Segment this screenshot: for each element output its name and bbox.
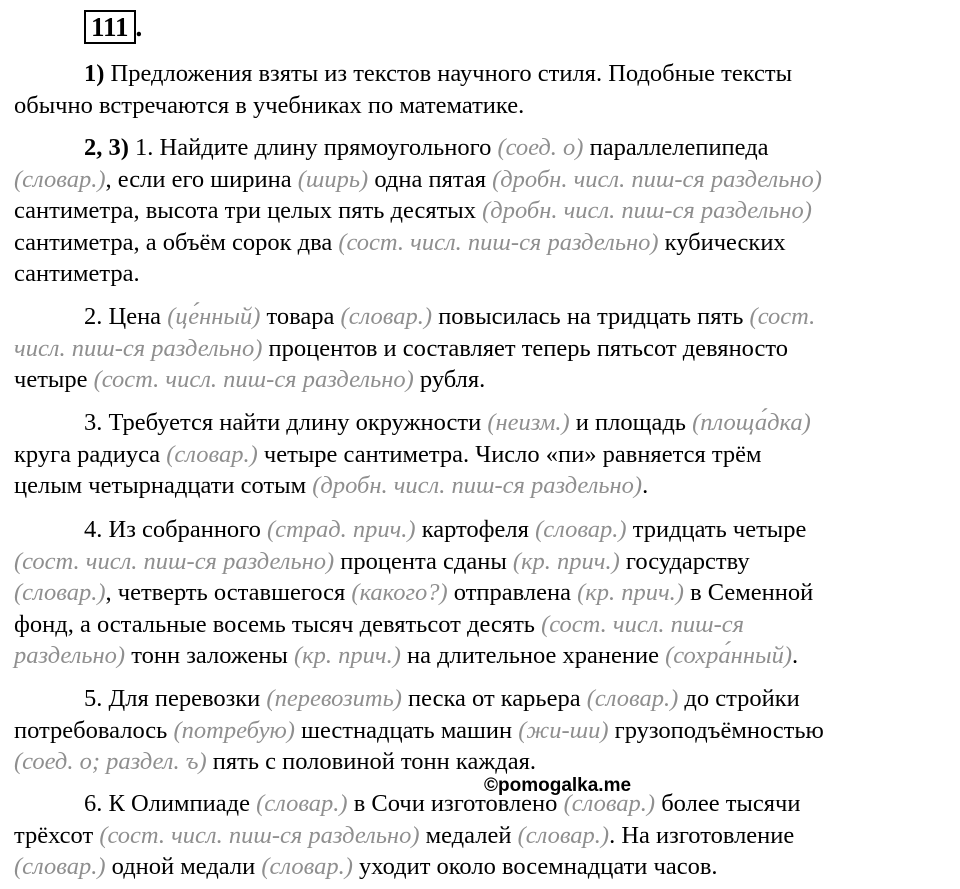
grammar-note: (словар.): [256, 790, 348, 817]
text-segment: тридцать четыре: [626, 516, 807, 543]
grammar-note: (кр. прич.): [512, 547, 620, 575]
text-segment: сантиметра, а объём сорок два: [14, 228, 339, 256]
exercise-number-dot: .: [135, 12, 143, 42]
text-segment: .: [792, 642, 799, 669]
exercise-number-box: 111: [84, 10, 136, 44]
text-line: [14, 90, 939, 122]
grammar-note: числ. пиш-ся раздельно): [14, 334, 263, 362]
text-line: [14, 820, 939, 852]
text-line: [14, 364, 939, 396]
grammar-note: (соед. о): [497, 134, 584, 161]
text-line: [14, 132, 939, 164]
grammar-note: (словар.): [261, 853, 353, 880]
text-segment: параллелепипеда: [583, 134, 769, 161]
grammar-note: (какого?): [351, 579, 448, 606]
watermark: ©pomogalka.me: [484, 775, 632, 796]
text-segment: сантиметра.: [14, 260, 140, 287]
paragraph-1: [14, 58, 939, 121]
text-line: [14, 195, 939, 227]
grammar-note: (словар.): [14, 853, 106, 880]
grammar-note: (словар.): [535, 516, 627, 543]
grammar-note: (жи-ши): [518, 716, 609, 744]
grammar-note: (сост. числ. пиш-ся: [541, 610, 745, 638]
text-segment: товара: [260, 303, 341, 330]
text-line: [14, 470, 939, 502]
text-line: [14, 258, 939, 290]
text-segment: потребовалось: [14, 716, 174, 744]
paragraph-3: [14, 301, 939, 396]
text-line: [14, 851, 939, 883]
text-segment: обычно встречаются в учебниках по математике.: [14, 91, 525, 119]
text-segment: грузоподъёмностью: [608, 716, 824, 744]
grammar-note: (ширь): [297, 165, 369, 193]
text-segment: , четверть оставшегося: [105, 579, 352, 606]
text-segment: одна пятая: [368, 165, 493, 193]
grammar-note: (словар.): [517, 821, 610, 849]
text-segment: кубических: [658, 228, 786, 256]
text-segment: государству: [619, 547, 750, 575]
text-line: [14, 514, 939, 546]
text-segment: фонд, а остальные восемь тысяч девятьсот десять: [14, 610, 542, 638]
text-segment: сантиметра, высота три целых пять десятых: [14, 197, 483, 224]
text-segment: круга радиуса: [14, 440, 167, 468]
grammar-note: (кр. прич.): [577, 579, 684, 606]
text-segment: отправлена: [447, 579, 578, 606]
grammar-note: (дробн. числ. пиш-ся раздельно): [312, 472, 643, 499]
grammar-note: раздельно): [14, 642, 126, 669]
text-line: [14, 439, 939, 471]
text-segment: пять с половиной тонн каждая.: [206, 748, 536, 775]
item-number: 2, 3): [84, 134, 129, 161]
paragraph-2: [14, 132, 939, 290]
text-segment: 1. Найдите длину прямоугольного: [128, 134, 498, 161]
paragraph-6: [14, 683, 939, 778]
text-segment: медалей: [419, 821, 518, 849]
grammar-note: (неизм.): [487, 409, 570, 436]
grammar-note: (сост. числ. пиш-ся раздельно): [93, 366, 414, 393]
text-segment: на длительное хранение: [400, 642, 666, 669]
text-line: [14, 164, 939, 196]
grammar-note: (страд. прич.): [267, 516, 416, 543]
text-line: [14, 227, 939, 259]
text-line: [14, 788, 939, 820]
text-segment: целым четырнадцати сотым: [14, 472, 313, 499]
text-segment: песка от карьера: [401, 685, 587, 712]
text-segment: повысилась на тридцать пять: [432, 303, 750, 330]
grammar-note: (площа́дка): [692, 409, 811, 436]
grammar-note: (дробн. числ. пиш-ся раздельно): [482, 197, 812, 224]
text-line: [14, 683, 939, 715]
text-segment: тонн заложены: [125, 642, 295, 669]
grammar-note: (дробн. числ. пиш-ся раздельно): [492, 165, 822, 193]
grammar-note: (словар.): [340, 303, 433, 330]
grammar-note: (це́нный): [167, 303, 261, 330]
grammar-note: (сост. числ. пиш-ся раздельно): [14, 547, 335, 575]
text-segment: 4. Из собранного: [84, 516, 267, 543]
paragraph-7: [14, 788, 939, 883]
text-segment: в Сочи изготовлено: [347, 790, 564, 817]
grammar-note: (словар.): [166, 440, 258, 468]
grammar-note: (словар.): [14, 579, 106, 606]
text-line: [14, 640, 939, 672]
text-segment: 3. Требуется найти длину окружности: [84, 409, 488, 436]
text-segment: шестнадцать машин: [294, 716, 519, 744]
text-line: [14, 577, 939, 609]
text-segment: уходит около восемнадцати часов.: [352, 853, 718, 880]
text-segment: четыре: [14, 366, 94, 393]
text-segment: одной медали: [105, 853, 262, 880]
text-segment: рубля.: [413, 366, 486, 393]
grammar-note: (словар.): [586, 685, 679, 712]
text-line: [14, 746, 939, 778]
exercise-number: [84, 10, 142, 44]
grammar-note: (сост. числ. пиш-ся раздельно): [338, 228, 659, 256]
text-segment: процента сданы: [334, 547, 513, 575]
text-segment: Предложения взяты из текстов научного стиля. Подобные тексты: [104, 60, 793, 87]
paragraph-4: [14, 407, 939, 502]
grammar-note: (сост.: [749, 303, 816, 330]
text-segment: картофеля: [415, 516, 536, 543]
text-segment: до стройки: [678, 685, 800, 712]
text-line: [14, 58, 939, 90]
text-segment: в Семенной: [683, 579, 814, 606]
text-segment: , если его ширина: [105, 165, 298, 193]
text-line: [14, 609, 939, 641]
text-line: [14, 301, 939, 333]
grammar-note: (кр. прич.): [294, 642, 401, 669]
text-line: [14, 333, 939, 365]
text-segment: трёхсот: [14, 821, 100, 849]
paragraph-5: [14, 514, 939, 672]
grammar-note: (сост. числ. пиш-ся раздельно): [99, 821, 420, 849]
grammar-note: (перевозить): [266, 685, 402, 712]
text-line: [14, 407, 939, 439]
grammar-note: (соед. о; раздел. ъ): [14, 748, 207, 775]
text-segment: .: [642, 472, 649, 499]
grammar-note: (сохра́нный): [665, 642, 792, 669]
text-segment: и площадь: [569, 409, 693, 436]
grammar-note: (словар.): [563, 790, 656, 817]
text-segment: 2. Цена: [84, 303, 168, 330]
item-number: 1): [84, 60, 105, 87]
grammar-note: (потребую): [173, 716, 295, 744]
text-segment: 6. К Олимпиаде: [84, 790, 257, 817]
text-line: [14, 546, 939, 578]
text-segment: 5. Для перевозки: [84, 685, 267, 712]
grammar-note: (словар.): [14, 165, 106, 193]
text-segment: . На изготовление: [609, 821, 795, 849]
text-segment: более тысячи: [655, 790, 801, 817]
text-segment: процентов и составляет теперь пятьсот девяносто: [262, 334, 789, 362]
text-segment: четыре сантиметра. Число «пи» равняется трём: [257, 440, 762, 468]
text-line: [14, 715, 939, 747]
